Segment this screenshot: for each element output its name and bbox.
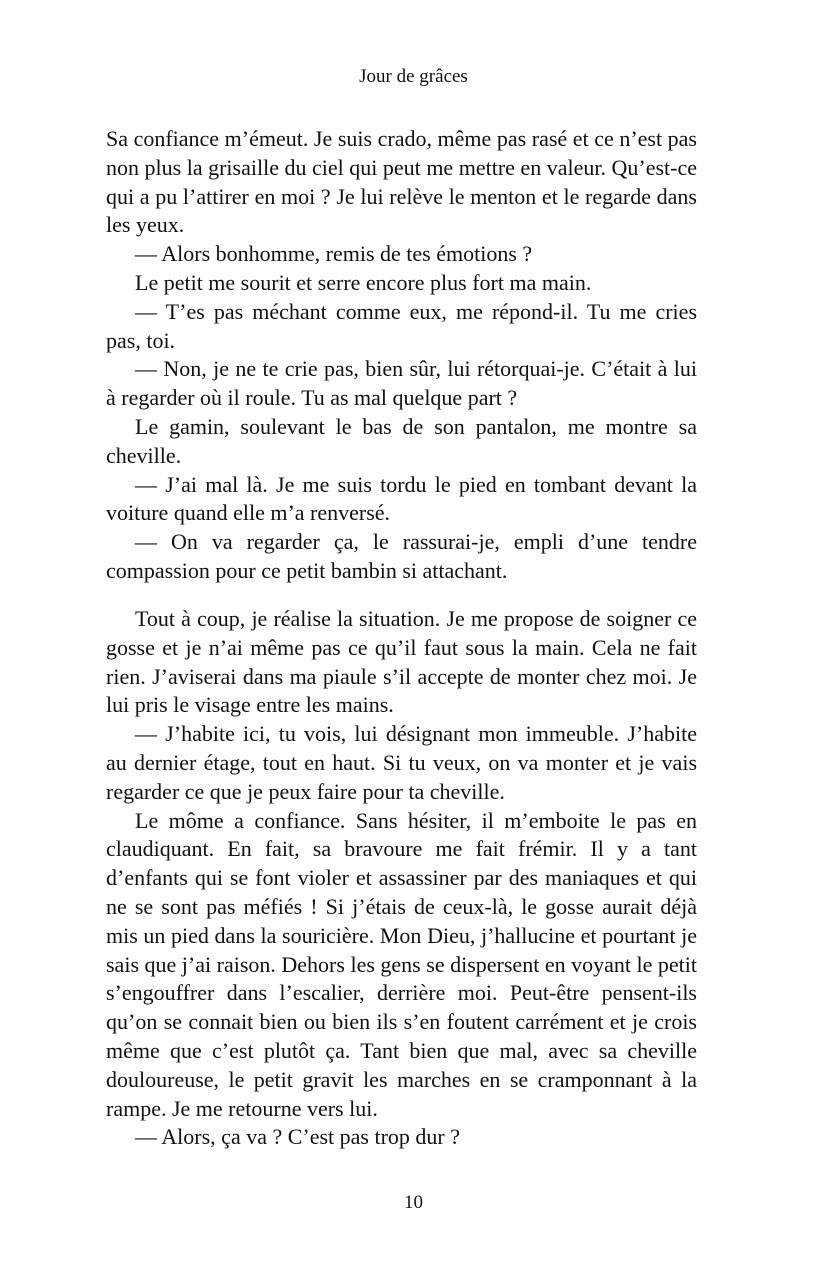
dialogue-line: — T’es pas méchant comme eux, me répond-il. Tu me cries pas, toi. bbox=[106, 298, 697, 353]
dialogue-line: — J’ai mal là. Je me suis tordu le pied en tombant devant la voiture quand elle m’a renversé. bbox=[106, 471, 697, 526]
dialogue-line: — Non, je ne te crie pas, bien sûr, lui rétorquai-je. C’était à lui à regarder où il roule. Tu as mal quelque part ? bbox=[106, 356, 697, 411]
dialogue-line: — J’habite ici, tu vois, lui désignant mon immeuble. J’habite au dernier étage, tout en haut. Si tu veux, on va monter et je vais regarder ce que je peux faire pour ta cheville. bbox=[106, 721, 697, 804]
running-header: Jour de grâces bbox=[359, 66, 468, 87]
paragraph: Tout à coup, je réalise la situation. Je me propose de soigner ce gosse et je n’ai même pas ce qu’il faut sous la main. Cela ne fait rien. J’aviserai dans ma piaule s’il accepte de monter chez moi. Je lui pris le visage entre les mains. bbox=[106, 606, 697, 718]
dialogue-line: — Alors, ça va ? C’est pas trop dur ? bbox=[135, 1124, 461, 1150]
paragraph: Le petit me sourit et serre encore plus fort ma main. bbox=[135, 269, 592, 295]
paragraph: Le gamin, soulevant le bas de son pantalon, me montre sa cheville. bbox=[106, 413, 697, 468]
paragraph: Sa confiance m’émeut. Je suis crado, même pas rasé et ce n’est pas non plus la grisaille du ciel qui peut me mettre en valeur. Qu’est-ce qui a pu l’attirer en moi ? Je lui relève le menton et le regarde dans les yeux. bbox=[106, 126, 697, 238]
dialogue-line: — On va regarder ça, le rassurai-je, empli d’une tendre compassion pour ce petit bambin si attachant. bbox=[106, 529, 697, 583]
text-section-2 bbox=[106, 605, 697, 1152]
paragraph: Le môme a confiance. Sans hésiter, il m’emboite le pas en claudiquant. En fait, sa bravoure me fait frémir. Il y a tant d’enfants qui se font violer et assassiner par des maniaques et qui ne se sont pas méfiés ! Si j’étais de ceux-là, le gosse aurait déjà mis un pied dans la souricière. Mon Dieu, j’hallucine et pourtant je sais que j’ai raison. Dehors les gens se dispersent en voyant le petit s’engouffrer dans l’escalier, derrière moi. Peut-être pensent-ils qu’on se connait bien ou bien ils s’en foutent carrément et je crois même que c’est plutôt ça. Tant bien que mal, avec sa cheville douloureuse, le petit gravit les marches en se cramponnant à la rampe. Je me retourne vers lui. bbox=[106, 807, 697, 1121]
page-number: 10 bbox=[404, 1192, 423, 1213]
dialogue-line: — Alors bonhomme, remis de tes émotions ? bbox=[135, 241, 533, 267]
text-section-1 bbox=[106, 125, 697, 586]
